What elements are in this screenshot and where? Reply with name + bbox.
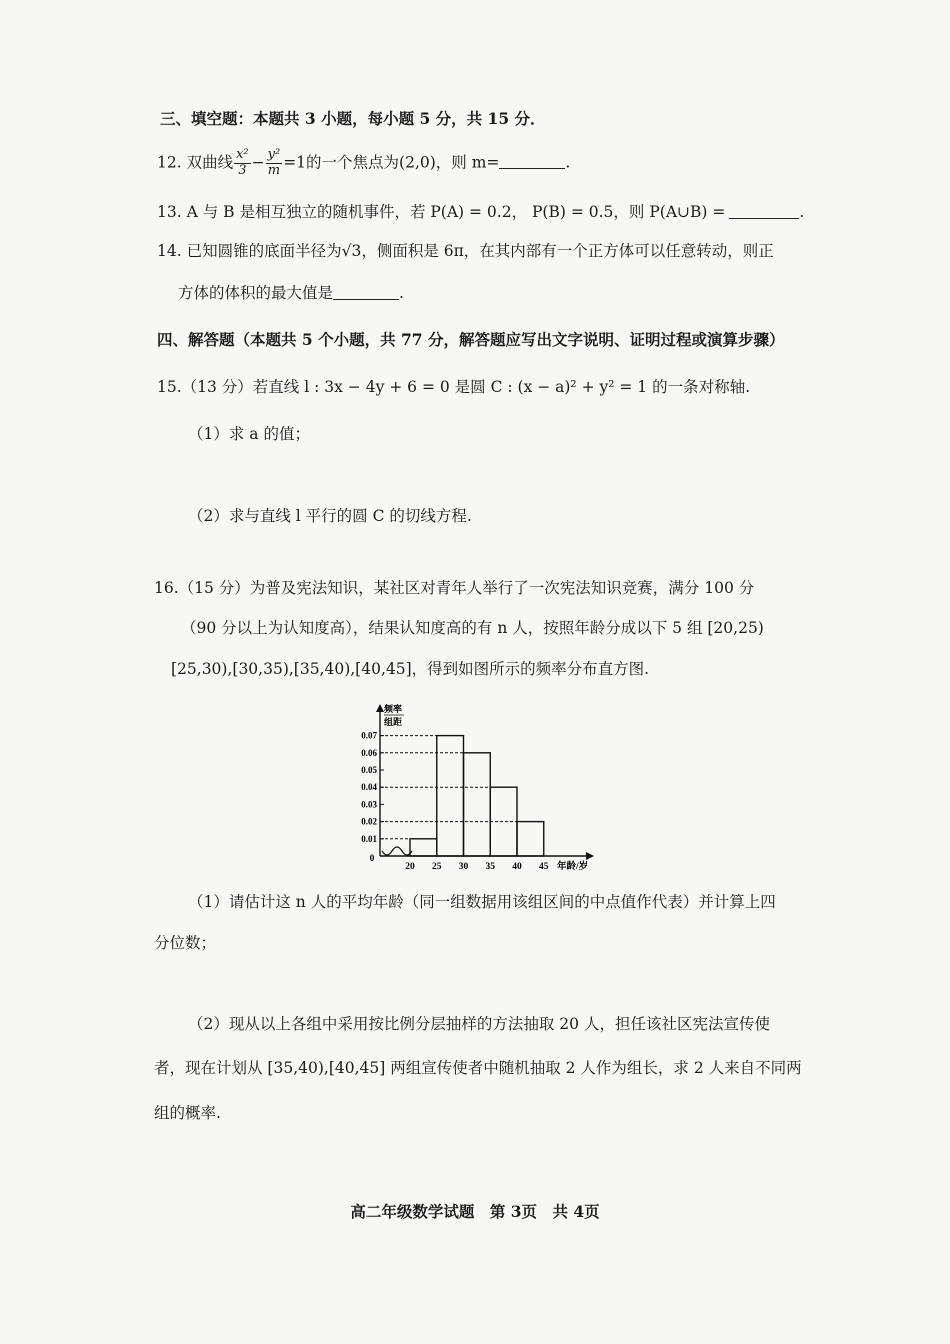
q12-fraction-x: $\frac{\text{x²}}{3}$ [236,147,249,178]
x-tick-label: 40 [512,862,522,872]
histogram-bar [517,822,544,856]
q14-line2-text: 方体的体积的最大值是 [178,284,334,302]
question-16-part2-line1: （2）现从以上各组中采用按比例分层抽样的方法抽取 20 人，担任该社区宪法宣传使 [188,1015,770,1033]
origin-label: 0 [369,854,375,864]
q13-end: . [799,203,805,221]
q12-suffix: =1的一个焦点为(2,0)，则 m= [283,153,500,172]
q12-prefix: 12. 双曲线 [157,153,234,172]
q14-end: . [399,284,404,302]
question-16-part2-line2: 者，现在计划从 [35,40),[40,45] 两组宣传使者中随机抽取 2 人作为组长，求 2 人来自不同两 [154,1059,802,1077]
y-tick-label: 0.03 [361,799,377,810]
question-16-line3: [25,30),[30,35),[35,40),[40,45]，得到如图所示的频率分布直方图. [171,660,650,678]
q13-text: 13. A 与 B 是相互独立的随机事件，若 P(A) = 0.2， P(B) = 0.5，则 P(A∪B) = [157,203,726,221]
question-12 [157,148,570,179]
q13-answer-blank[interactable] [729,204,799,219]
histogram-bar [464,753,491,856]
question-16-part1-line2: 分位数； [154,934,217,952]
x-tick-label: 25 [432,862,442,872]
question-16-line1: 16.（15 分）为普及宪法知识，某社区对青年人举行了一次宪法知识竞赛，满分 100 分 [154,579,755,597]
question-16-line2: （90 分以上为认知度高），结果认知度高的有 n 人，按照年龄分成以下 5 组 [20,25) [181,619,764,637]
q14-answer-blank[interactable] [333,285,399,300]
section4-heading: 四、解答题（本题共 5 个小题，共 77 分，解答题应写出文字说明、证明过程或演算步骤） [157,330,785,349]
y-axis-label-denominator: 组距 [384,717,403,727]
q12-answer-blank[interactable] [499,154,565,169]
section3-heading: 三、填空题：本题共 3 小题，每小题 5 分，共 15 分． [160,109,546,128]
frequency-histogram [340,696,610,876]
y-tick-label: 0.05 [361,765,377,775]
question-15-part1: （1）求 a 的值； [188,425,310,443]
y-tick-label: 0.06 [361,747,377,758]
x-tick-label: 30 [458,862,469,872]
x-tick-label: 35 [485,862,495,872]
histogram-bar [410,839,437,856]
question-16-part2-line3: 组的概率. [154,1104,221,1122]
x-axis-label: 年龄/岁 [557,862,589,872]
histogram-bar [437,736,464,856]
x-tick-label: 20 [405,862,415,872]
x-tick-label: 45 [539,862,549,872]
y-axis-arrow [376,704,384,712]
question-15-stem: 15.（13 分）若直线 l : 3x − 4y + 6 = 0 是圆 C : (x − a)² + y² = 1 的一条对称轴. [157,378,751,396]
x-axis-arrow [586,852,594,860]
question-16-part1-line1: （1）请估计这 n 人的平均年龄（同一组数据用该组区间的中点值作代表）并计算上四 [188,893,776,911]
q12-fraction-y: $\frac{\text{y²}}{m}$ [267,147,281,178]
y-tick-label: 0.01 [361,833,377,844]
question-15-part2: （2）求与直线 l 平行的圆 C 的切线方程. [188,507,472,525]
q12-minus: − [251,153,265,172]
y-axis-label-numerator: 频率 [384,704,403,714]
axis-break [382,847,412,855]
y-tick-label: 0.02 [361,816,377,827]
y-tick-label: 0.04 [361,782,377,793]
page-footer: 高二年级数学试题 第 3页 共 4页 [350,1202,600,1221]
question-13 [157,203,804,222]
question-14-line2 [178,284,404,303]
y-tick-label: 0.07 [361,730,377,741]
q12-end: . [565,153,571,172]
question-14-line1: 14. 已知圆锥的底面半径为√3，侧面积是 6π，在其内部有一个正方体可以任意转动，则正 [157,242,774,260]
